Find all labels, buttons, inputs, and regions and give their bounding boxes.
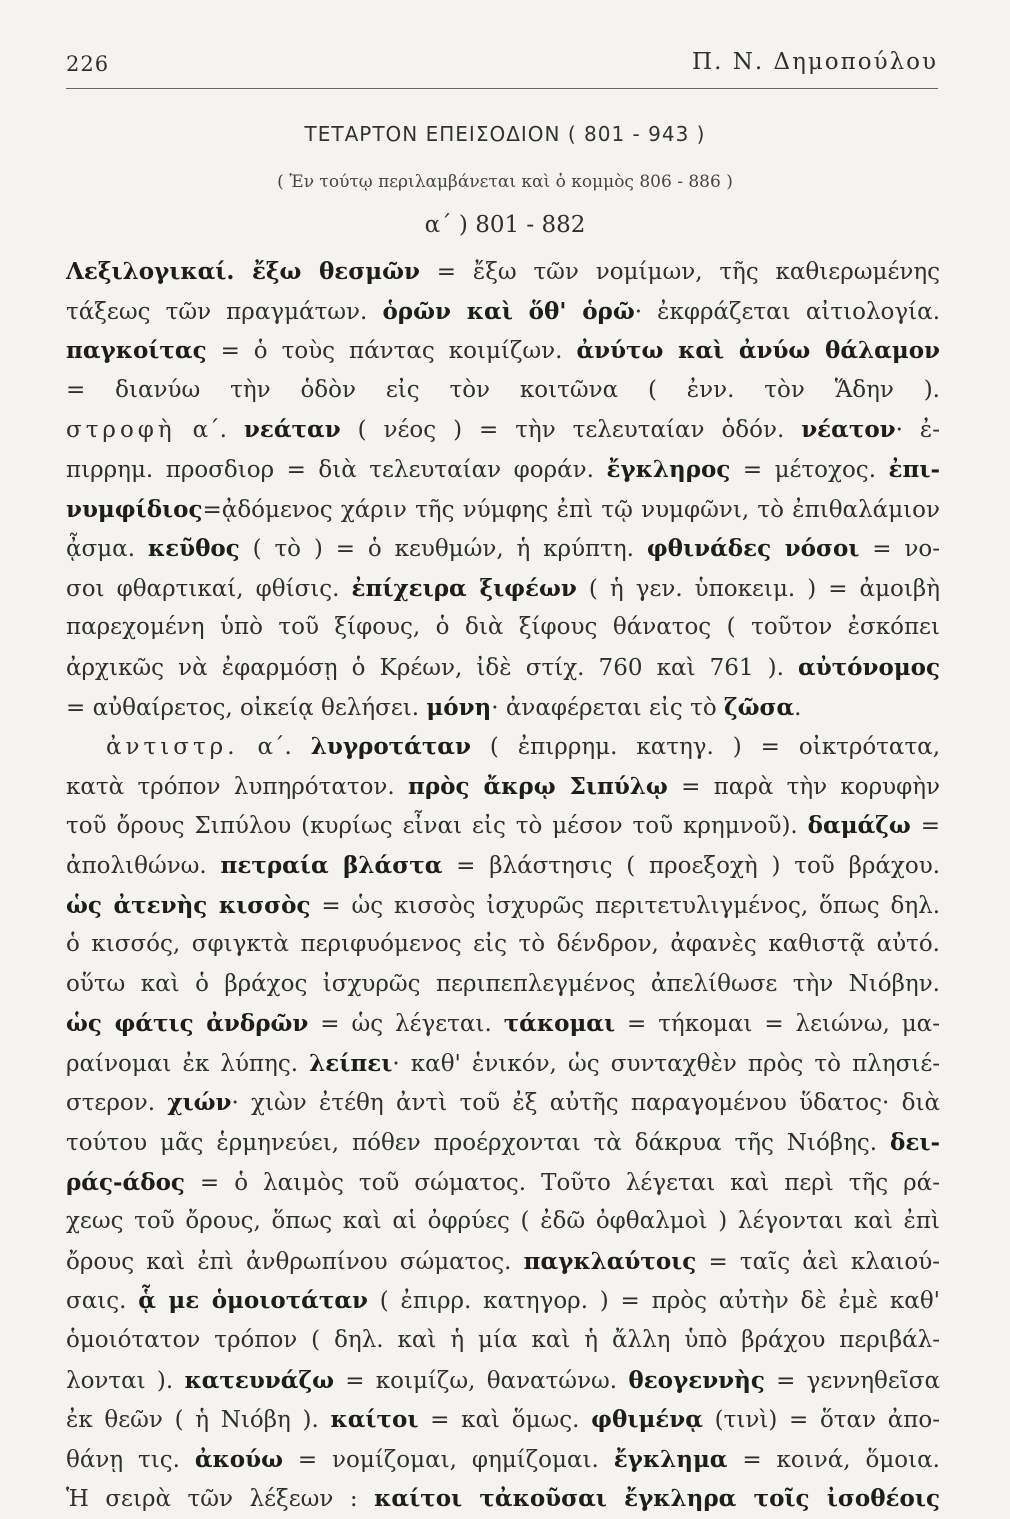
text-segment: = ὁ τοὺς πάντας κοιμίζων. bbox=[206, 338, 577, 365]
lemma-term: ἐπι- bbox=[888, 455, 940, 483]
text-segment: = τήκομαι = λειώνω, μα- bbox=[615, 1011, 940, 1038]
text-segment: θάνῃ τις. bbox=[66, 1446, 195, 1473]
text-line bbox=[66, 965, 940, 1005]
text-line bbox=[66, 371, 940, 411]
text-line bbox=[66, 529, 940, 569]
text-segment: ( ἐπιρρ. κατηγορ. ) = πρὸς αὐτὴν δὲ ἐμὲ καθ' bbox=[368, 1288, 940, 1315]
text-segment: =ᾀδόμενος χάριν τῆς νύμφης ἐπὶ τῷ νυμφῶνι, τὸ ἐπιθαλάμιον bbox=[202, 496, 940, 523]
text-segment: = ταῖς ἀεὶ κλαιού- bbox=[696, 1248, 940, 1275]
text-segment: ὁμοιότατον τρόπον ( δηλ. καὶ ἡ μία καὶ ἡ ἄλλη ὑπὸ βράχου περιβάλ- bbox=[66, 1327, 940, 1354]
text-segment: ( νέος ) = τὴν τελευταίαν ὁδόν. bbox=[340, 417, 802, 444]
text-line bbox=[66, 688, 940, 728]
text-line bbox=[66, 1242, 940, 1282]
text-segment: · ἀναφέρεται εἰς τὸ bbox=[491, 694, 724, 721]
lemma-term: ἐπίχειρα ξιφέων bbox=[351, 574, 577, 602]
text-line bbox=[66, 1361, 940, 1401]
section-title: ΤΕΤΑΡΤΟΝ ΕΠΕΙΣΟΔΙΟΝ ( 801 - 943 ) bbox=[304, 122, 706, 146]
text-line bbox=[66, 1400, 940, 1440]
text-segment: λονται ). bbox=[66, 1367, 185, 1394]
text-line bbox=[66, 569, 940, 609]
text-segment: = ὡς κισσὸς ἰσχυρῶς περιτετυλιγμένος, ὅπως δηλ. bbox=[310, 892, 940, 919]
text-segment: τοῦ ὄρους Σιπύλου (κυρίως εἶναι εἰς τὸ μέσον τοῦ κρημνοῦ). bbox=[66, 813, 808, 840]
text-line bbox=[66, 1202, 940, 1242]
text-segment: = νομίζομαι, φημίζομαι. bbox=[283, 1446, 614, 1473]
lemma-term: πρὸς ἄκρῳ Σιπύλῳ bbox=[408, 772, 668, 800]
text-line bbox=[66, 490, 940, 530]
text-segment: α΄. bbox=[175, 417, 244, 444]
text-line bbox=[66, 608, 940, 648]
text-segment: · ἐ- bbox=[895, 417, 940, 444]
lemma-term: νέατον bbox=[801, 416, 896, 444]
text-line bbox=[66, 1440, 940, 1480]
lemma-term: τάκομαι bbox=[503, 1010, 616, 1038]
text-segment: = διανύω τὴν ὁδὸν εἰς τὸν κοιτῶνα ( ἐνν. τὸν Ἅδην ). bbox=[66, 376, 940, 403]
text-segment: . bbox=[794, 694, 802, 721]
text-line bbox=[66, 886, 940, 926]
text-segment: ὁ κισσός, σφιγκτὰ περιφυόμενος εἰς τὸ δένδρον, ἀφανὲς καθιστᾷ αὐτό. bbox=[66, 931, 940, 958]
lemma-term: ἔγκλημα bbox=[613, 1445, 728, 1473]
lemma-term: αὐτόνομος bbox=[798, 653, 940, 681]
lemma-term: μόνη bbox=[426, 693, 492, 721]
text-line bbox=[66, 925, 940, 965]
text-segment: = bbox=[910, 813, 940, 840]
text-segment: · καθ' ἑνικόν, ὡς συνταχθὲν πρὸς τὸ πλησιέ- bbox=[392, 1050, 940, 1077]
text-segment: παρεχομένη ὑπὸ τοῦ ξίφους, ὁ διὰ ξίφους θάνατος ( τοῦτον ἐσκόπει bbox=[66, 614, 940, 641]
text-line bbox=[66, 846, 940, 886]
lemma-term: κατευνάζω bbox=[184, 1366, 334, 1394]
text-segment: ( τὸ ) = ὁ κευθμών, ἡ κρύπτη. bbox=[239, 536, 647, 563]
text-segment: = ὡς λέγεται. bbox=[308, 1011, 504, 1038]
text-segment: = ἔξω τῶν νομίμων, τῆς καθιερωμένης bbox=[419, 259, 940, 285]
lemma-term: παγκλαύτοις bbox=[523, 1247, 697, 1275]
lemma-term: ζῶσα bbox=[723, 693, 795, 721]
text-segment: στερον. bbox=[66, 1090, 168, 1117]
text-segment: οὕτω καὶ ὁ βράχος ἰσχυρῶς περιπεπλεγμένος ἀπελίθωσε τὴν Νιόβην. bbox=[66, 970, 940, 997]
text-line bbox=[66, 1083, 940, 1123]
text-line bbox=[66, 806, 940, 846]
text-segment: σαις. bbox=[66, 1288, 139, 1315]
text-segment: (τινὶ) = ὅταν ἀπο- bbox=[702, 1407, 940, 1434]
lemma-term: λυγροτάταν bbox=[310, 733, 471, 761]
lemma-term: ἔγκληρος bbox=[606, 455, 731, 483]
lemma-term: νυμφίδιος bbox=[66, 495, 203, 523]
text-segment: ἀπολιθώνω. bbox=[66, 852, 221, 879]
text-segment: τούτου μᾶς ἑρμηνεύει, πόθεν προέρχονται τὰ δάκρυα τῆς Νιόβης. bbox=[66, 1130, 890, 1157]
text-segment: πιρρημ. προσδιορ = διὰ τελευταίαν φοράν. bbox=[66, 456, 607, 483]
lemma-term: θεογεννὴς bbox=[628, 1366, 765, 1394]
text-segment: ( ἐπιρρημ. κατηγ. ) = οἰκτρότατα, bbox=[470, 734, 940, 761]
text-line bbox=[66, 410, 940, 450]
text-segment: = βλάστησις ( προεξοχὴ ) τοῦ βράχου. bbox=[442, 852, 940, 879]
text-segment: τάξεως τῶν πραγμάτων. bbox=[66, 298, 383, 325]
lemma-term: ὁρῶν καὶ ὅθ' ὁρῶ bbox=[382, 297, 635, 325]
lemma-term: λείπει bbox=[309, 1049, 393, 1077]
text-line bbox=[66, 331, 940, 371]
text-segment: χεως τοῦ ὄρους, ὅπως καὶ αἱ ὀφρύες ( ἐδῶ ὀφθαλμοὶ ) λέγονται καὶ ἐπὶ bbox=[66, 1208, 940, 1235]
running-head: Π. Ν. Δημοπούλου bbox=[692, 49, 938, 75]
text-line bbox=[66, 1004, 940, 1044]
text-segment: σοι φθαρτικαί, φθίσις. bbox=[66, 575, 352, 602]
lemma-term: ἀκούω bbox=[194, 1445, 283, 1473]
text-segment: ἐκ θεῶν ( ἡ Νιόβη ). bbox=[66, 1407, 331, 1434]
text-line bbox=[66, 767, 940, 807]
text-segment: = ὁ λαιμὸς τοῦ σώματος. Τοῦτο λέγεται καὶ περὶ τῆς ρά- bbox=[184, 1169, 940, 1196]
text-segment: = νο- bbox=[859, 536, 940, 563]
lemma-term: καίτοι τἀκοῦσαι ἔγκληρα τοῖς ἰσοθέοις bbox=[374, 1485, 940, 1513]
lemma-term: παγκοίτας bbox=[66, 337, 207, 365]
text-line bbox=[66, 1163, 940, 1203]
text-segment: = καὶ ὅμως. bbox=[418, 1407, 592, 1434]
lemma-term: ὡς φάτις ἀνδρῶν bbox=[66, 1010, 309, 1038]
text-segment: = μέτοχος. bbox=[730, 456, 889, 483]
text-segment: Ἡ σειρὰ τῶν λέξεων : bbox=[66, 1486, 375, 1513]
text-segment: ἀρχικῶς νὰ ἐφαρμόσῃ ὁ Κρέων, ἰδὲ στίχ. 760 καὶ 761 ). bbox=[66, 654, 799, 681]
text-segment: = αὐθαίρετος, οἰκείᾳ θελήσει. bbox=[66, 694, 427, 721]
text-line bbox=[66, 1281, 940, 1321]
lemma-term: δαμάζω bbox=[807, 812, 911, 840]
glossary-text bbox=[66, 252, 940, 1519]
text-segment: · χιὼν ἐτέθη ἀντὶ τοῦ ἐξ αὐτῆς παραγομένου ὕδατος· διὰ bbox=[231, 1090, 940, 1117]
text-segment: ( ἡ γεν. ὑποκειμ. ) = ἀμοιβὴ bbox=[576, 575, 940, 602]
section-subtitle: ( Ἐν τούτῳ περιλαμβάνεται καὶ ὁ κομμὸς 806 - 886 ) bbox=[277, 172, 733, 192]
lemma-term: ᾇ με ὁμοιοτάταν bbox=[138, 1287, 369, 1315]
text-segment: ραίνομαι ἐκ λύπης. bbox=[66, 1050, 310, 1077]
text-line bbox=[66, 1044, 940, 1084]
text-line bbox=[66, 252, 940, 292]
text-segment: = κοινά, ὅμοια. bbox=[727, 1446, 940, 1473]
text-segment: = γεννηθεῖσα bbox=[764, 1367, 940, 1394]
spaced-label: ἀντιστρ. bbox=[106, 734, 239, 761]
text-line bbox=[66, 292, 940, 332]
subsection-heading: α΄ ) 801 - 882 bbox=[424, 212, 586, 238]
text-line bbox=[66, 727, 940, 767]
lemma-term: Λεξιλογικαί. ἔξω θεσμῶν bbox=[66, 258, 420, 285]
text-segment: α΄. bbox=[238, 734, 311, 761]
text-line bbox=[66, 1123, 940, 1163]
text-line bbox=[66, 648, 940, 688]
header-rule bbox=[66, 88, 938, 89]
lemma-term: πετραία βλάστα bbox=[220, 851, 443, 879]
lemma-term: φθινάδες νόσοι bbox=[646, 535, 860, 563]
lemma-term: δει- bbox=[890, 1129, 940, 1157]
text-segment: ᾆσμα. bbox=[66, 536, 148, 563]
text-segment: = παρὰ τὴν κορυφὴν bbox=[667, 773, 940, 800]
lemma-term: νεάταν bbox=[243, 416, 341, 444]
page-number: 226 bbox=[66, 52, 110, 76]
lemma-term: ὡς ἀτενὴς κισσὸς bbox=[66, 891, 311, 919]
text-segment: · ἐκφράζεται αἰτιολογία. bbox=[634, 298, 940, 325]
text-line bbox=[66, 450, 940, 490]
spaced-label: στροφὴ bbox=[66, 417, 176, 444]
text-segment: ὄρους καὶ ἐπὶ ἀνθρωπίνου σώματος. bbox=[66, 1248, 524, 1275]
lemma-term: κεῦθος bbox=[147, 535, 240, 563]
text-segment: = κοιμίζω, θανατώνω. bbox=[333, 1367, 629, 1394]
lemma-term: φθιμένᾳ bbox=[591, 1406, 703, 1434]
text-segment: κατὰ τρόπον λυπηρότατον. bbox=[66, 773, 409, 800]
page-header bbox=[66, 44, 938, 92]
lemma-term: καίτοι bbox=[330, 1406, 419, 1434]
text-line bbox=[66, 1479, 940, 1519]
text-line bbox=[66, 1321, 940, 1361]
lemma-term: ἀνύτω καὶ ἀνύω θάλαμον bbox=[576, 337, 940, 365]
lemma-term: χιών bbox=[167, 1089, 232, 1117]
lemma-term: ράς-άδος bbox=[66, 1168, 185, 1196]
